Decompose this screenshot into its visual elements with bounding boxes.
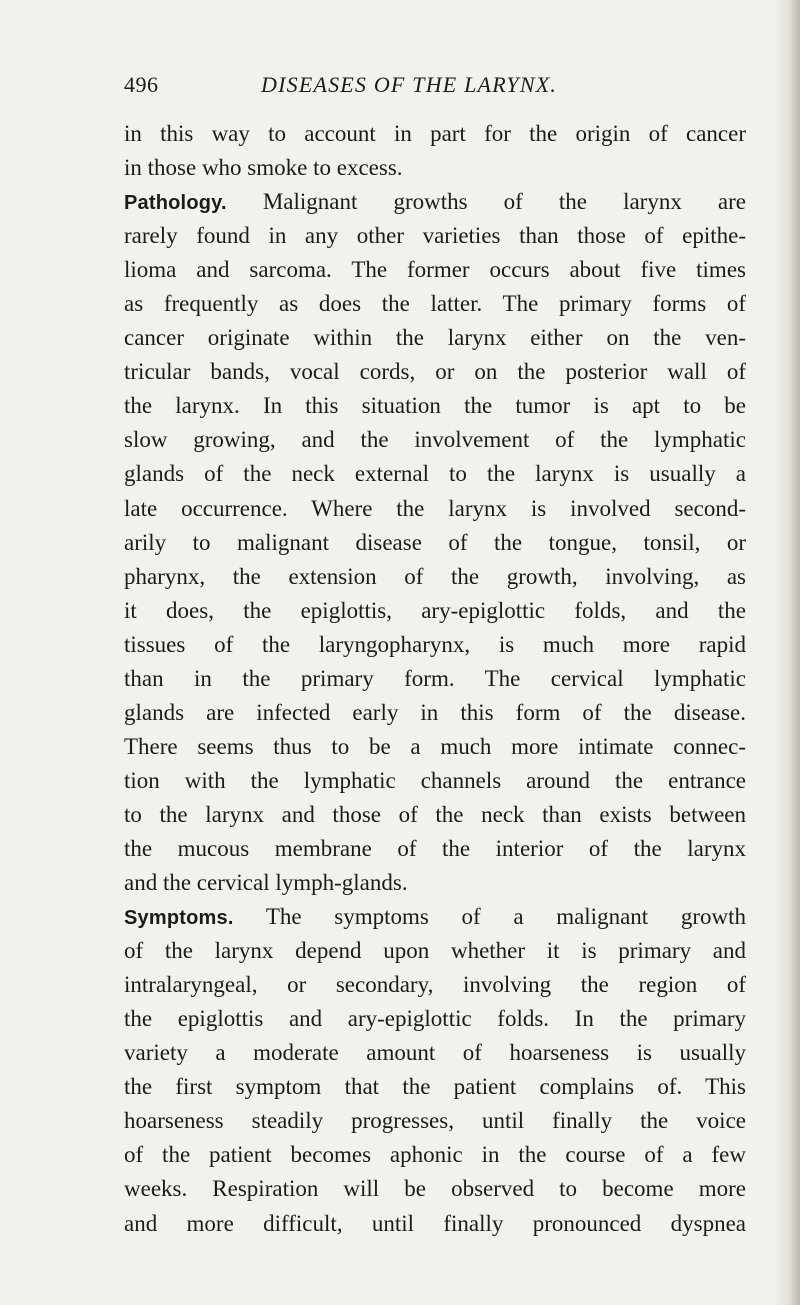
text-line: tricular bands, vocal cords, or on the posterior wall of bbox=[124, 359, 746, 385]
text-line-content: The symptoms of a malignant growth bbox=[265, 904, 746, 930]
page-number: 496 bbox=[124, 72, 159, 97]
text-line: slow growing, and the involvement of the lymphatic bbox=[124, 427, 746, 453]
text-line: arily to malignant disease of the tongue, tonsil, or bbox=[124, 529, 746, 555]
page-header bbox=[124, 72, 600, 106]
text-line: rarely found in any other varieties than those of epithe- bbox=[124, 223, 746, 249]
text-line: it does, the epiglottis, ary-epiglottic folds, and the bbox=[124, 597, 746, 623]
text-line bbox=[124, 900, 746, 934]
text-line: There seems thus to be a much more intimate connec- bbox=[124, 733, 746, 759]
text-line: the epiglottis and ary-epiglottic folds. In the primary bbox=[124, 1006, 746, 1032]
text-line: of the patient becomes aphonic in the course of a few bbox=[124, 1142, 746, 1168]
text-line: cancer originate within the larynx either on the ven- bbox=[124, 325, 746, 351]
text-line: pharynx, the extension of the growth, involving, as bbox=[124, 563, 746, 589]
text-line: tion with the lymphatic channels around the entrance bbox=[124, 767, 746, 793]
text-line: to the larynx and those of the neck than exists between bbox=[124, 801, 746, 827]
text-line: in this way to account in part for the origin of cancer bbox=[124, 121, 746, 146]
text-line-content: Malignant growths of the larynx are bbox=[262, 189, 746, 215]
text-line: intralaryngeal, or secondary, involving the region of bbox=[124, 972, 746, 998]
page-edge-shadow bbox=[774, 0, 800, 1305]
text-line: the first symptom that the patient complains of. This bbox=[124, 1074, 746, 1100]
text-line: as frequently as does the latter. The primary forms of bbox=[124, 291, 746, 317]
text-line: the larynx. In this situation the tumor is apt to be bbox=[124, 393, 746, 419]
text-line: than in the primary form. The cervical lymphatic bbox=[124, 665, 746, 691]
section-heading-pathology: Pathology. bbox=[124, 192, 227, 215]
text-line: lioma and sarcoma. The former occurs about five times bbox=[124, 257, 746, 283]
body-text bbox=[124, 117, 746, 1241]
text-line: late occurrence. Where the larynx is involved second- bbox=[124, 495, 746, 521]
text-line: the mucous membrane of the interior of the larynx bbox=[124, 835, 746, 861]
text-line: and the cervical lymph-glands. bbox=[124, 870, 408, 896]
text-line: in those who smoke to excess. bbox=[124, 155, 403, 181]
text-line: variety a moderate amount of hoarseness is usually bbox=[124, 1040, 746, 1066]
text-line: weeks. Respiration will be observed to become more bbox=[124, 1176, 746, 1202]
text-line: of the larynx depend upon whether it is primary and bbox=[124, 938, 746, 964]
text-line: and more difficult, until finally pronounced dyspnea bbox=[124, 1210, 746, 1236]
running-head: DISEASES OF THE LARYNX. bbox=[261, 72, 558, 97]
text-line bbox=[124, 185, 746, 219]
text-line: hoarseness steadily progresses, until finally the voice bbox=[124, 1108, 746, 1134]
text-line: glands of the neck external to the larynx is usually a bbox=[124, 461, 746, 487]
text-line: tissues of the laryngopharynx, is much more rapid bbox=[124, 631, 746, 657]
text-line: glands are infected early in this form of the disease. bbox=[124, 699, 746, 725]
section-heading-symptoms: Symptoms. bbox=[124, 907, 234, 930]
